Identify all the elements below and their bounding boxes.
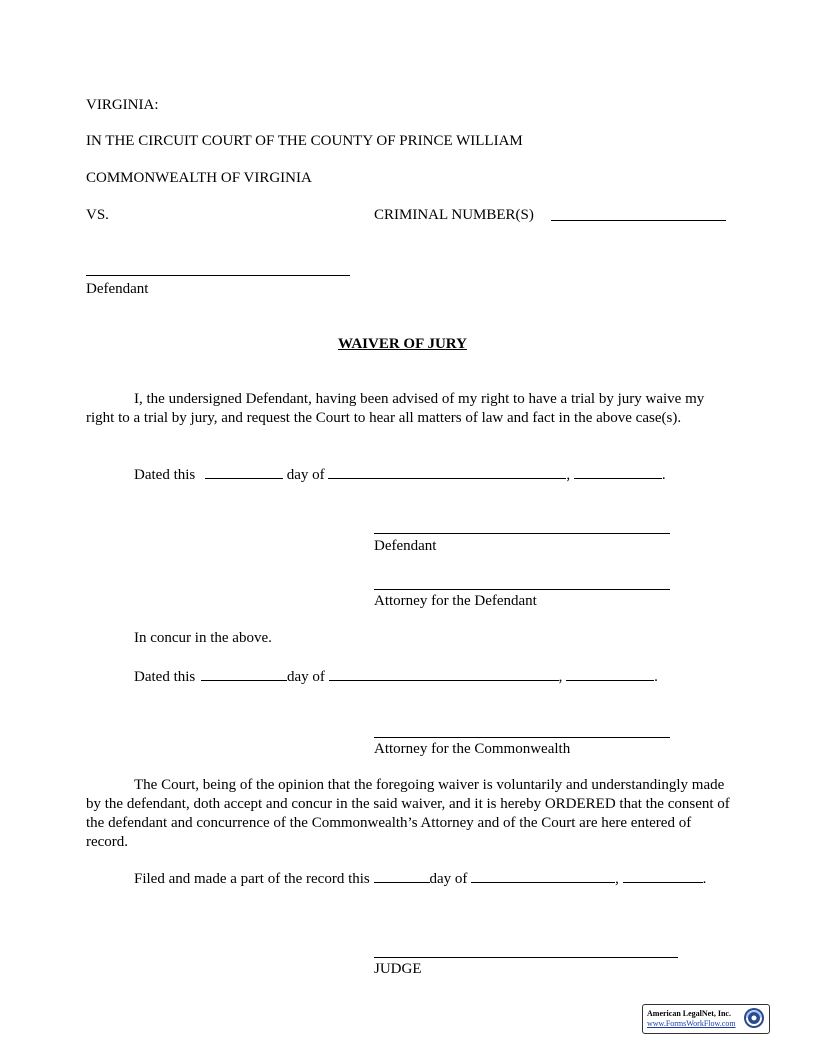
defendant-signature-field[interactable] <box>374 533 670 534</box>
dated-month-field[interactable] <box>328 464 566 479</box>
criminal-number-label: CRIMINAL NUMBER(S) <box>374 207 534 223</box>
filed-prefix: Filed and made a part of the record this <box>134 871 370 887</box>
dated-year-field[interactable] <box>574 464 662 479</box>
footer-badge[interactable] <box>642 1004 770 1034</box>
day-of-label: day of <box>286 467 325 483</box>
defendant-name-field[interactable] <box>86 275 350 276</box>
dated-comma-2: , <box>558 669 563 685</box>
attorney-defendant-signature-field[interactable] <box>374 589 670 590</box>
dated-period-2: . <box>654 669 658 685</box>
concur-text: In concur in the above. <box>134 630 272 646</box>
defendant-label: Defendant <box>86 281 149 297</box>
filed-comma: , <box>615 871 619 887</box>
waiver-paragraph: I, the undersigned Defendant, having been advised of my right to have a trial by jury waive my right to a trial by jury, and request the Court to hear all matters of law and fact in the above case(s). <box>86 391 705 426</box>
court-paragraph: The Court, being of the opinion that the foregoing waiver is voluntarily and understandingly made by the defendant, doth accept and concur in the said waiver, and it is hereby ORDERED that the consent of the defendant and concurrence of the Commonwealth’s Attorney and of the Court are here entered of record. <box>86 777 730 850</box>
dated-day-field[interactable] <box>205 464 283 479</box>
badge-company: American LegalNet, Inc. <box>647 1009 731 1018</box>
document-title: WAIVER OF JURY <box>338 336 467 352</box>
defendant-signature-label: Defendant <box>374 538 437 554</box>
dated-prefix-2: Dated this <box>134 669 196 685</box>
dated-period: . <box>661 467 666 483</box>
dated-day-field-2[interactable] <box>201 666 287 681</box>
dated-month-field-2[interactable] <box>329 666 559 681</box>
judge-label: JUDGE <box>374 961 422 977</box>
globe-logo-icon <box>743 1007 765 1029</box>
filed-line <box>134 868 706 889</box>
attorney-commonwealth-signature-field[interactable] <box>374 737 670 738</box>
filed-period: . <box>702 871 707 887</box>
court-heading: IN THE CIRCUIT COURT OF THE COUNTY OF PRINCE WILLIAM <box>86 133 523 149</box>
vs-label: VS. <box>86 207 109 223</box>
attorney-defendant-label: Attorney for the Defendant <box>374 593 537 609</box>
criminal-number-field[interactable] <box>551 220 726 221</box>
day-of-label-2: day of <box>287 669 325 685</box>
judge-signature-field[interactable] <box>374 957 678 958</box>
filed-month-field[interactable] <box>471 868 615 883</box>
dated-prefix: Dated this <box>134 467 196 483</box>
dated-line-2 <box>134 666 658 687</box>
filed-year-field[interactable] <box>623 868 703 883</box>
dated-comma: , <box>566 467 571 483</box>
filed-day-field[interactable] <box>374 868 430 883</box>
filed-day-of-label: day of <box>429 871 468 887</box>
plaintiff-heading: COMMONWEALTH OF VIRGINIA <box>86 170 312 186</box>
attorney-commonwealth-label: Attorney for the Commonwealth <box>374 741 571 757</box>
dated-year-field-2[interactable] <box>566 666 654 681</box>
badge-url[interactable]: www.FormsWorkFlow.com <box>647 1019 736 1028</box>
dated-line-1 <box>134 464 666 485</box>
state-heading: VIRGINIA: <box>86 97 159 113</box>
